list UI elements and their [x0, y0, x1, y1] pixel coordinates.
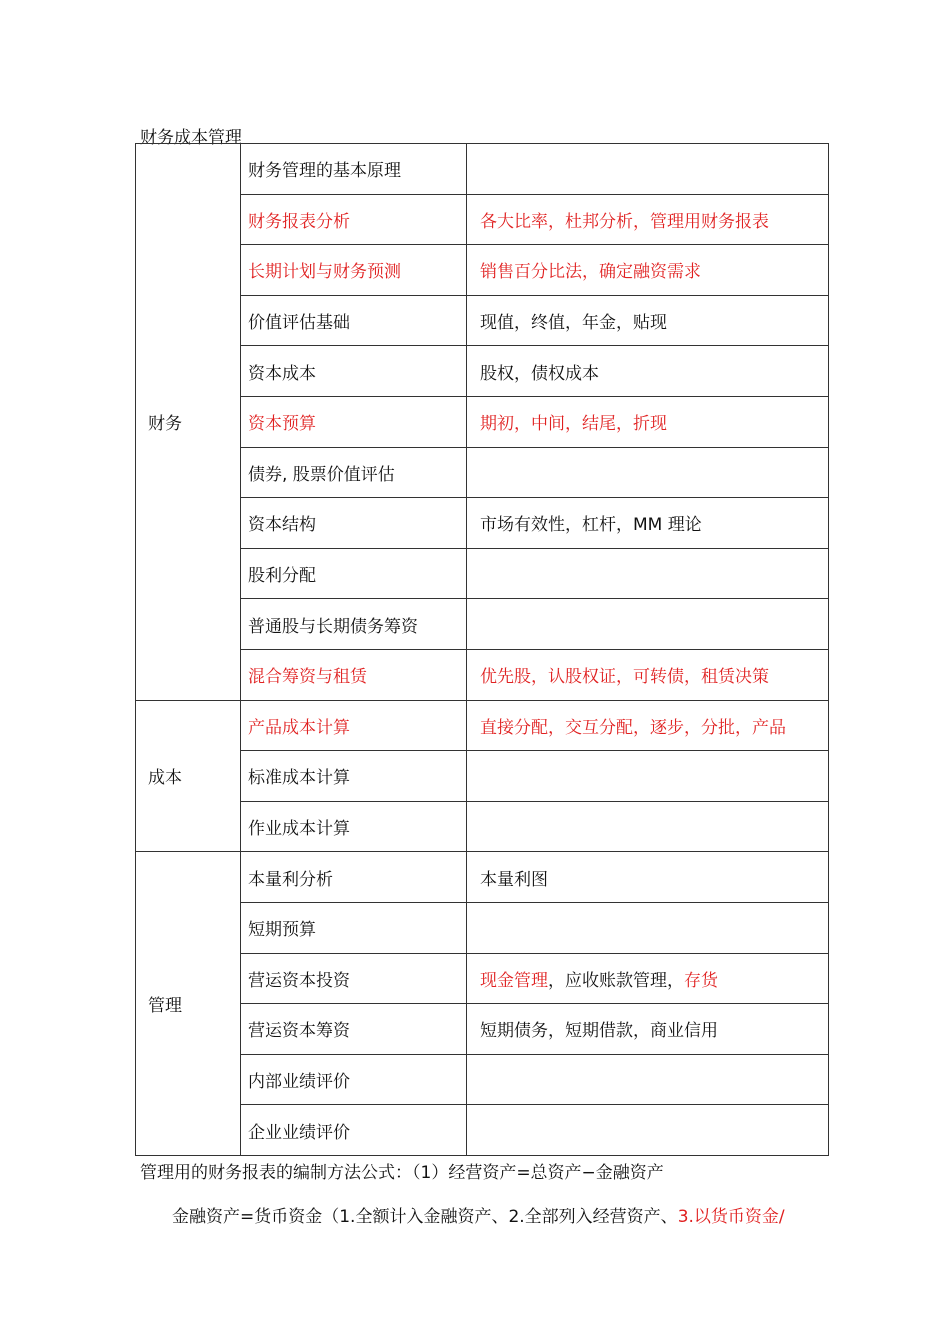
category-cell: 管理 [136, 852, 241, 1156]
detail-cell [467, 447, 829, 498]
detail-cell [467, 1054, 829, 1105]
category-cell: 成本 [136, 700, 241, 852]
detail-text: 存货 [684, 970, 718, 991]
document-title: 财务成本管理 [140, 128, 242, 148]
detail-cell [467, 144, 829, 195]
detail-cell [467, 346, 829, 397]
category-cell: 财务 [136, 144, 241, 701]
topic-cell: 内部业绩评价 [241, 1054, 467, 1105]
table-row [136, 852, 829, 903]
formula-line-2 [172, 1202, 785, 1227]
formula-line-2-highlight: 3.以货币资金/ [677, 1207, 785, 1227]
topic-cell: 股利分配 [241, 548, 467, 599]
topic-cell: 企业业绩评价 [241, 1105, 467, 1156]
detail-cell [467, 649, 829, 700]
detail-text: 市场有效性，杠杆，MM 理论 [480, 515, 702, 536]
detail-cell [467, 801, 829, 852]
formula-line-2-text: 金融资产=货币资金（1.全额计入金融资产、2.全部列入经营资产、 [172, 1207, 678, 1227]
topic-cell: 长期计划与财务预测 [241, 245, 467, 296]
topic-cell: 资本成本 [241, 346, 467, 397]
topic-cell: 价值评估基础 [241, 295, 467, 346]
detail-text: 直接分配，交互分配，逐步，分批，产品 [480, 717, 786, 738]
detail-cell [467, 599, 829, 650]
table-row [136, 700, 829, 751]
topic-cell: 债券, 股票价值评估 [241, 447, 467, 498]
detail-text: 本量利图 [480, 869, 548, 890]
detail-text: 各大比率，杜邦分析，管理用财务报表 [480, 211, 769, 232]
formula-line-1: 管理用的财务报表的编制方法公式：（1）经营资产=总资产−金融资产 [140, 1163, 664, 1183]
table-body [136, 144, 829, 1156]
detail-cell [467, 194, 829, 245]
topic-cell: 财务管理的基本原理 [241, 144, 467, 195]
detail-text: 股权，债权成本 [480, 363, 599, 384]
detail-cell [467, 548, 829, 599]
topic-cell: 资本预算 [241, 396, 467, 447]
detail-text: 短期债务，短期借款，商业信用 [480, 1021, 718, 1042]
topic-cell: 作业成本计算 [241, 801, 467, 852]
detail-text: ，应收账款管理， [548, 970, 684, 991]
detail-cell [467, 245, 829, 296]
topic-cell: 标准成本计算 [241, 751, 467, 802]
topic-cell: 财务报表分析 [241, 194, 467, 245]
detail-cell [467, 953, 829, 1004]
detail-text: 现金管理 [480, 970, 548, 991]
detail-cell [467, 295, 829, 346]
detail-cell [467, 498, 829, 549]
detail-cell [467, 1105, 829, 1156]
table-row [136, 144, 829, 195]
course-outline-table [135, 143, 829, 1156]
detail-cell [467, 902, 829, 953]
detail-cell [467, 700, 829, 751]
topic-cell: 产品成本计算 [241, 700, 467, 751]
detail-text: 销售百分比法，确定融资需求 [480, 262, 701, 283]
topic-cell: 营运资本筹资 [241, 1004, 467, 1055]
detail-text: 优先股，认股权证，可转债，租赁决策 [480, 667, 769, 688]
topic-cell: 普通股与长期债务筹资 [241, 599, 467, 650]
detail-text: 期初，中间，结尾，折现 [480, 414, 667, 435]
topic-cell: 短期预算 [241, 902, 467, 953]
topic-cell: 混合筹资与租赁 [241, 649, 467, 700]
topic-cell: 资本结构 [241, 498, 467, 549]
topic-cell: 营运资本投资 [241, 953, 467, 1004]
detail-text: 现值，终值，年金，贴现 [480, 313, 667, 334]
detail-cell [467, 1004, 829, 1055]
detail-cell [467, 396, 829, 447]
detail-cell [467, 751, 829, 802]
detail-cell [467, 852, 829, 903]
topic-cell: 本量利分析 [241, 852, 467, 903]
